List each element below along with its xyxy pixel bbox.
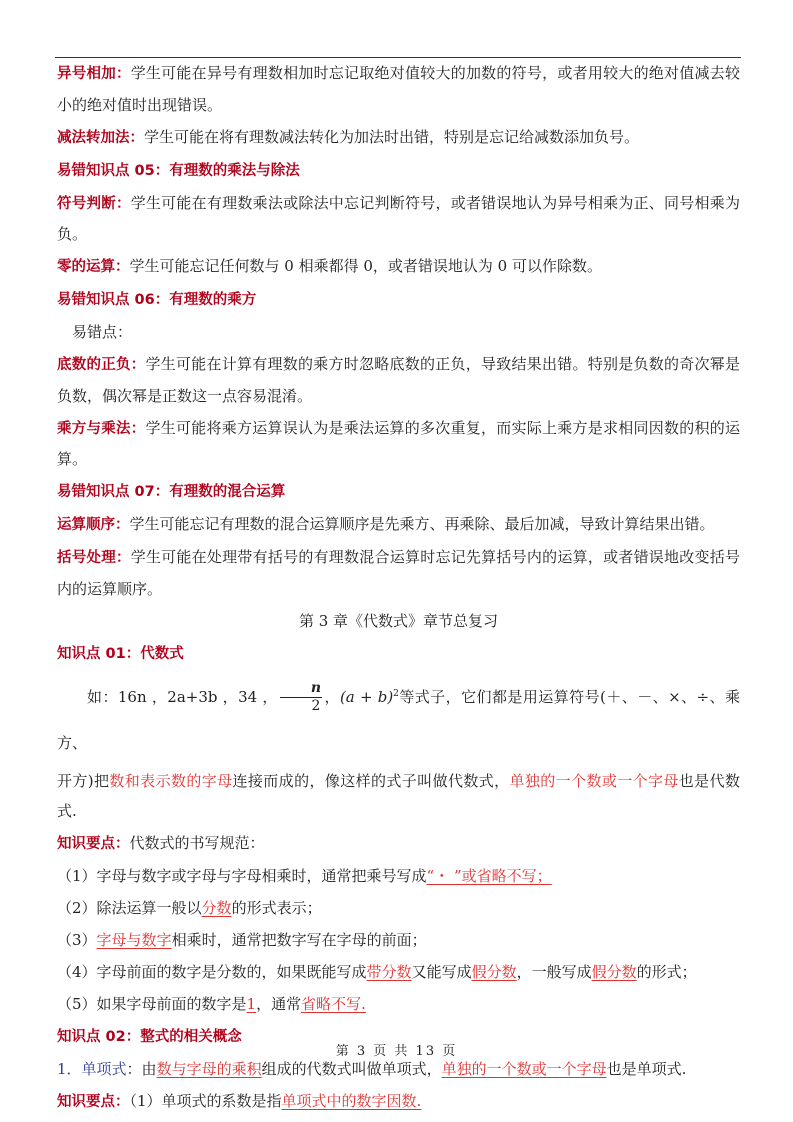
heading-label: 易错知识点 05：有理数的乘法与除法 — [57, 162, 300, 179]
paragraph — [57, 989, 740, 1020]
highlighted-text: 分数 — [201, 899, 232, 917]
highlighted-text: 单独的一个数或一个字母 — [441, 1060, 607, 1078]
paragraph — [57, 349, 740, 411]
highlighted-text: 字母与数字 — [96, 931, 172, 949]
body-text: ：由 — [126, 1060, 157, 1078]
body-text: 学生可能忘记任何数与 0 相乘都得 0，或者错误地认为 0 可以作除数。 — [129, 257, 602, 275]
body-text: 开方)把 — [57, 771, 110, 790]
highlighted-text: 假分数 — [471, 963, 517, 981]
heading-label: 零的运算： — [57, 259, 130, 275]
body-text: 学生可能忘记有理数的混合运算顺序是先乘方、再乘除、最后加减，导致计算结果出错。 — [129, 515, 715, 533]
paragraph — [57, 284, 740, 316]
fraction-numerator: n — [280, 680, 322, 698]
body-text: 学生可能在将有理数减法转化为加法时出错，特别是忘记给减数添加负号。 — [144, 127, 640, 146]
highlighted-text: 单项式中的数字因数. — [281, 1092, 422, 1110]
body-text: ，通常 — [256, 995, 302, 1013]
highlighted-text: 数和表示数的字母 — [109, 771, 233, 790]
power-exponent: 2 — [393, 688, 399, 699]
document-body — [57, 58, 740, 1119]
highlighted-text: 带分数 — [366, 963, 412, 981]
paragraph — [57, 828, 740, 860]
paragraph — [57, 509, 740, 541]
paragraph — [57, 925, 740, 956]
paragraph — [57, 1086, 740, 1118]
heading-label: 减法转加法： — [57, 129, 144, 146]
body-text: 学生可能在有理数乘法或除法中忘记判断符号，或者错误地认为异号相乘为正、同号相乘为负。 — [57, 193, 741, 243]
body-text: （5）如果字母前面的数字是 — [57, 995, 247, 1013]
highlighted-text: 数与字母的乘积 — [156, 1060, 262, 1078]
power-base: (a + b) — [339, 687, 394, 706]
formula-sep: ， — [324, 687, 340, 706]
fraction-n-over-2 — [280, 680, 322, 715]
paragraph — [57, 122, 740, 154]
chapter-title — [57, 606, 740, 637]
body-text: 易错点： — [57, 323, 133, 341]
heading-label: 异号相加： — [57, 66, 131, 82]
section-algebraic-expressions — [57, 766, 740, 1118]
body-text: 的形式； — [636, 963, 697, 981]
highlighted-text: 1．单项式 — [57, 1060, 127, 1078]
body-text: 组成的代数式叫做单项式， — [261, 1060, 442, 1078]
body-text: （3） — [57, 931, 97, 949]
body-text: 学生可能将乘方运算误认为是乘法运算的多次重复，而实际上乘方是求相同因数的积的运算。 — [57, 418, 740, 468]
body-text: 的形式表示； — [231, 899, 322, 917]
formula-prefix: 如：16n ，2a+3b ，34 ， — [87, 687, 278, 706]
heading-label: 乘方与乘法： — [57, 420, 146, 437]
highlighted-text: 假分数 — [591, 963, 637, 981]
heading-label: 运算顺序： — [57, 517, 130, 533]
paragraph — [57, 476, 740, 508]
paragraph — [57, 188, 740, 250]
body-text: 学生可能在异号有理数相加时忘记取绝对值较大的加数的符号，或者用较大的绝对值减去较小的绝对值时出现错误。 — [57, 64, 741, 114]
heading-label: 底数的正负： — [57, 357, 146, 373]
body-text: 代数式的书写规范： — [129, 834, 265, 852]
body-text: （1）单项式的系数是指 — [129, 1092, 282, 1110]
body-text: （2）除法运算一般以 — [57, 899, 202, 917]
highlighted-text: 省略不写. — [301, 995, 366, 1013]
heading-label: 知识要点： — [57, 836, 130, 852]
paragraph — [57, 251, 740, 283]
body-text: 也是代数式. — [57, 771, 740, 820]
body-text: 也是单项式. — [606, 1060, 687, 1078]
paragraph — [57, 155, 740, 187]
formula-suffix: 等式子，它们都是用运算符号(＋、－、×、÷、乘方、 — [57, 687, 740, 752]
body-text: ，一般写成 — [516, 963, 592, 981]
paragraph — [57, 542, 740, 604]
formula-example-line — [57, 671, 740, 766]
heading-label: 知识点 02：整式的相关概念 — [57, 1029, 242, 1045]
paragraph — [57, 638, 740, 670]
page-footer: 第 3 页 共 13 页 — [335, 1044, 458, 1059]
body-text: （4）字母前面的数字是分数的，如果既能写成 — [57, 963, 367, 981]
body-text: 又能写成 — [411, 963, 472, 981]
body-text: 学生可能在计算有理数的乘方时忽略底数的正负，导致结果出错。特别是负数的奇次幂是负数，偶次幂是正数这一点容易混淆。 — [57, 355, 740, 405]
body-text: 第 3 章《代数式》章节总复习 — [298, 611, 499, 630]
fraction-denominator: 2 — [311, 698, 321, 714]
paragraph — [57, 893, 740, 924]
heading-label: 易错知识点 06：有理数的乘方 — [57, 292, 257, 308]
heading-label: 括号处理： — [57, 550, 131, 566]
heading-label: 知识点 01：代数式 — [57, 645, 184, 662]
paragraph — [57, 861, 740, 892]
highlighted-text: 单独的一个数或一个字母 — [509, 771, 679, 790]
body-text: 连接而成的，像这样的式子叫做代数式， — [232, 771, 510, 790]
paragraph — [57, 58, 740, 120]
paragraph — [57, 957, 740, 988]
paragraph — [57, 413, 740, 475]
body-text: （1）字母与数字或字母与字母相乘时，通常把乘号写成 — [57, 867, 427, 885]
highlighted-text: 1 — [246, 995, 257, 1013]
body-text: 学生可能在处理带有括号的有理数混合运算时忘记先算括号内的运算，或者错误地改变括号内的运算顺序。 — [57, 548, 741, 598]
paragraph — [57, 766, 740, 827]
highlighted-text: “・ ”或省略不写； — [426, 867, 552, 885]
body-text: 相乘时，通常把数字写在字母的前面； — [171, 931, 427, 949]
section-error-points — [57, 58, 740, 669]
heading-label: 符号判断： — [57, 195, 131, 212]
paragraph — [57, 317, 740, 348]
heading-label: 易错知识点 07：有理数的混合运算 — [57, 484, 286, 500]
heading-label: 知识要点： — [57, 1094, 130, 1110]
